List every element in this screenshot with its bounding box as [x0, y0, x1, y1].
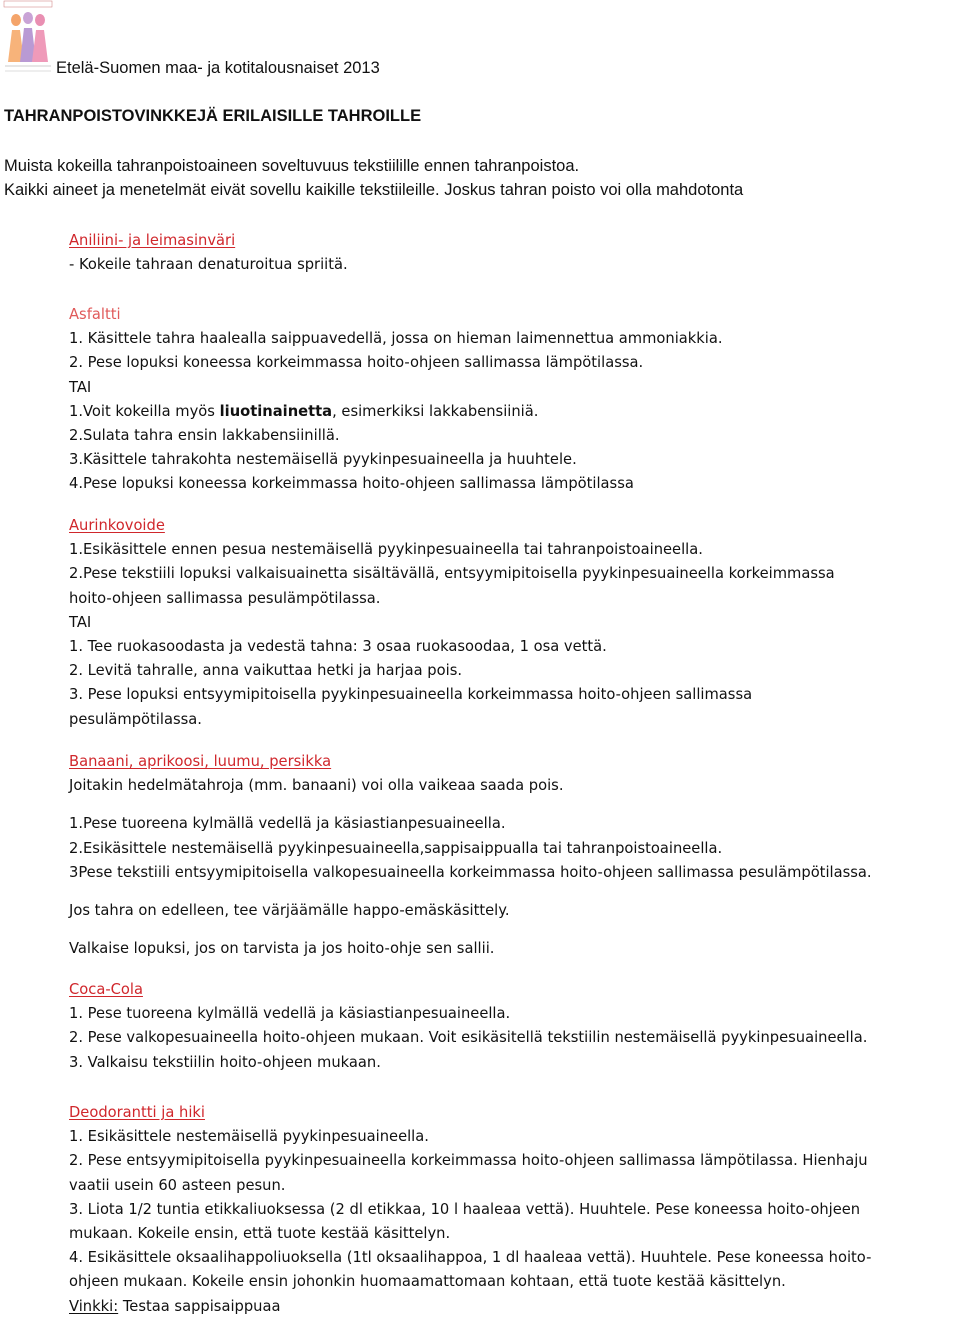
instruction-line: 1. Käsittele tahra haalealla saippuavedellä, jossa on hieman laimennettua ammoniakkia. — [69, 330, 723, 348]
happo-emaskasittely-link[interactable]: happo-emäskäsittely. — [353, 902, 510, 920]
instruction-line: 3Pese tekstiili entsyymipitoisella valkopesuaineella korkeimmassa hoito-ohjeen sallimassa pesulämpötilassa. — [69, 863, 872, 881]
line-text: 1.Voit kokeilla myös — [69, 402, 220, 420]
instruction-line: 3. Valkaisu tekstiilin hoito-ohjeen mukaan. — [69, 1053, 381, 1071]
instruction-line: 2.Esikäsittele nestemäisellä pyykinpesuaineella,sappisaippualla tai tahranpoistoaineella. — [69, 839, 723, 857]
intro-line: Muista kokeilla tahranpoistoaineen soveltuvuus tekstiilille ennen tahranpoistoa. — [4, 157, 580, 175]
section-heading: Aniliini- ja leimasinväri — [69, 232, 236, 249]
bold-term: liuotinainetta — [219, 402, 333, 420]
instruction-line: vaatii usein 60 asteen pesun. — [69, 1176, 286, 1194]
tip-text: Testaa sappisaippuaa — [118, 1297, 281, 1315]
instruction-line: TAI — [69, 613, 92, 631]
note-text: Jos tahra on edelleen, tee värjäämälle — [69, 902, 354, 920]
instruction-line: TAI — [69, 378, 92, 396]
section-heading: Deodorantti ja hiki — [69, 1104, 205, 1121]
instruction-line — [69, 400, 959, 424]
section-banaani — [69, 750, 959, 961]
section-deodorantti — [69, 1101, 959, 1319]
instruction-line: 3. Pese lopuksi entsyymipitoisella pyykinpesuaineella korkeimmassa hoito-ohjeen sallimassa — [69, 686, 753, 704]
organization-name: Etelä-Suomen maa- ja kotitalousnaiset 2013 — [56, 59, 380, 77]
tip-label: Vinkki: — [69, 1297, 119, 1315]
line-text: , esimerkiksi lakkabensiiniä. — [332, 402, 539, 420]
instruction-line: pesulämpötilassa. — [69, 710, 202, 728]
instruction-line: 1.Pese tuoreena kylmällä vedellä ja käsiastianpesuaineella. — [69, 815, 506, 833]
section-heading: Banaani, aprikoosi, luumu, persikka — [69, 753, 332, 770]
intro-line: Kaikki aineet ja menetelmät eivät sovellu kaikille tekstiileille. Joskus tahran poisto voi olla mahdotonta — [4, 181, 744, 199]
organization-logo — [2, 0, 54, 78]
instruction-line: 2. Levitä tahralle, anna vaikuttaa hetki ja harjaa pois. — [69, 662, 463, 680]
section-asfaltti — [69, 303, 959, 497]
section-heading: Coca-Cola — [69, 981, 143, 998]
instruction-line: 2. Pese valkopesuaineella hoito-ohjeen mukaan. Voit esikäsitellä tekstiilin nestemäisellä pyykinpesuaineella. — [69, 1029, 868, 1047]
instruction-line: 1. Esikäsittele nestemäisellä pyykinpesuaineella. — [69, 1128, 429, 1146]
section-heading: Asfaltti — [69, 306, 121, 323]
note-line — [69, 899, 959, 923]
instruction-line: 2.Pese tekstiili lopuksi valkaisuainetta sisältävällä, entsyymipitoisella pyykinpesuaineella korkeimmassa — [69, 565, 835, 583]
instruction-line: 1. Tee ruokasoodasta ja vedestä tahna: 3 osaa ruokasoodaa, 1 osa vettä. — [69, 638, 607, 656]
document-title: TAHRANPOISTOVINKKEJÄ ERILAISILLE TAHROILLE — [4, 107, 422, 125]
note-line: Valkaise lopuksi, jos on tarvista ja jos hoito-ohje sen sallii. — [69, 940, 495, 958]
instruction-line: 2.Sulata tahra ensin lakkabensiinillä. — [69, 427, 340, 445]
instruction-line: 2. Pese lopuksi koneessa korkeimmassa hoito-ohjeen sallimassa lämpötilassa. — [69, 354, 644, 372]
section-cocacola — [69, 978, 959, 1075]
instruction-line: 1. Pese tuoreena kylmällä vedellä ja käsiastianpesuaineella. — [69, 1005, 511, 1023]
instruction-line: mukaan. Kokeile ensin, että tuote kestää käsittelyn. — [69, 1225, 451, 1243]
instruction-line: ohjeen mukaan. Kokeile ensin johonkin huomaamattomaan kohtaan, että tuote kestää käsittelyn. — [69, 1273, 786, 1291]
section-aurinkovoide — [69, 514, 959, 732]
instruction-line: - Kokeile tahraan denaturoitua spriitä. — [69, 256, 348, 274]
section-aniliini — [69, 229, 959, 277]
instruction-line: 2. Pese entsyymipitoisella pyykinpesuaineella korkeimmassa hoito-ohjeen sallimassa lämpötilassa. Hienhaju — [69, 1152, 868, 1170]
intro-paragraph — [4, 154, 743, 202]
instruction-line: 4. Esikäsittele oksaalihappoliuoksella (1tl oksaalihappoa, 1 dl haaleaa vettä). Huuhtele. Pese koneessa hoito- — [69, 1249, 872, 1267]
section-heading: Aurinkovoide — [69, 517, 165, 534]
instruction-line: 4.Pese lopuksi koneessa korkeimmassa hoito-ohjeen sallimassa lämpötilassa — [69, 475, 634, 493]
tip-line — [69, 1295, 959, 1319]
instruction-line: 3. Liota 1/2 tuntia etikkaliuoksessa (2 dl etikkaa, 10 l haaleaa vettä). Huuhtele. Pese koneessa hoito-ohjeen — [69, 1200, 861, 1218]
instruction-line: 3.Käsittele tahrakohta nestemäisellä pyykinpesuaineella ja huuhtele. — [69, 451, 577, 469]
section-intro: Joitakin hedelmätahroja (mm. banaani) voi olla vaikeaa saada pois. — [69, 777, 564, 795]
instruction-line: 1.Esikäsittele ennen pesua nestemäisellä pyykinpesuaineella tai tahranpoistoaineella. — [69, 541, 703, 559]
instruction-line: hoito-ohjeen sallimassa pesulämpötilassa. — [69, 589, 381, 607]
